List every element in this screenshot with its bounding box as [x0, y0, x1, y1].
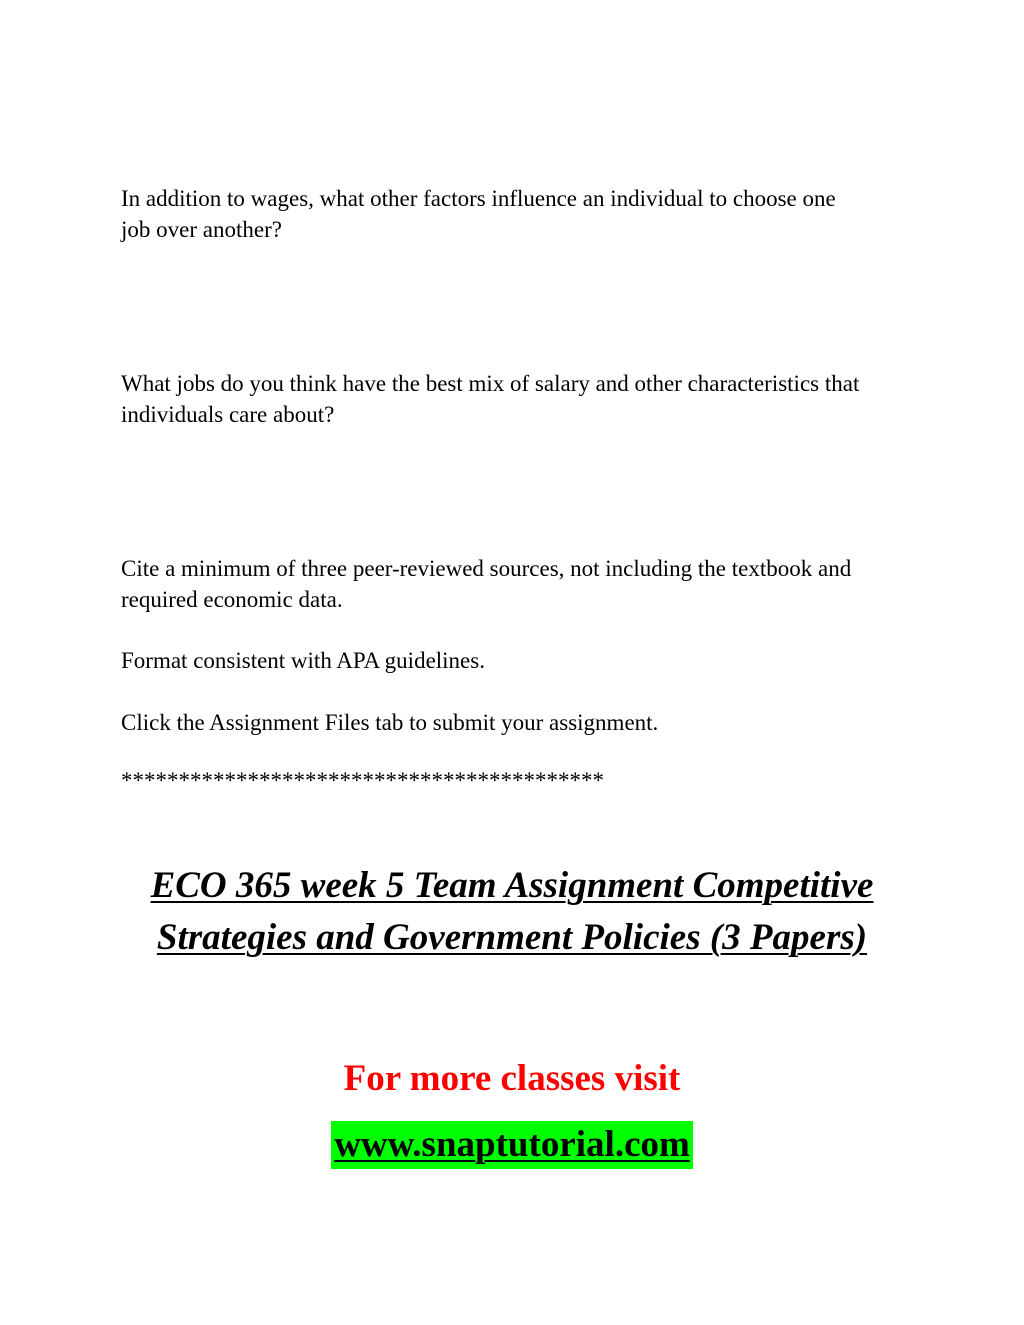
question-wages-factors: In addition to wages, what other factors influence an individual to choose one job over another?	[121, 186, 836, 242]
promo-text: For more classes visit	[343, 1058, 681, 1099]
separator-asterisks: ******************************************	[121, 768, 604, 793]
instruction-cite-sources: Cite a minimum of three peer-reviewed sources, not including the textbook and required economic data.	[121, 556, 852, 612]
assignment-title-link[interactable]	[0, 860, 1024, 964]
assignment-title-line-2[interactable]: Strategies and Government Policies (3 Papers)	[156, 917, 868, 958]
promo-link-container	[0, 1121, 1024, 1169]
question-best-jobs: What jobs do you think have the best mix of salary and other characteristics that individuals care about?	[121, 371, 860, 427]
instruction-format: Format consistent with APA guidelines.	[121, 648, 485, 673]
instruction-submit: Click the Assignment Files tab to submit your assignment.	[121, 710, 659, 735]
assignment-title-line-1[interactable]: ECO 365 week 5 Team Assignment Competitive	[150, 865, 874, 906]
website-link[interactable]: www.snaptutorial.com	[331, 1121, 693, 1169]
